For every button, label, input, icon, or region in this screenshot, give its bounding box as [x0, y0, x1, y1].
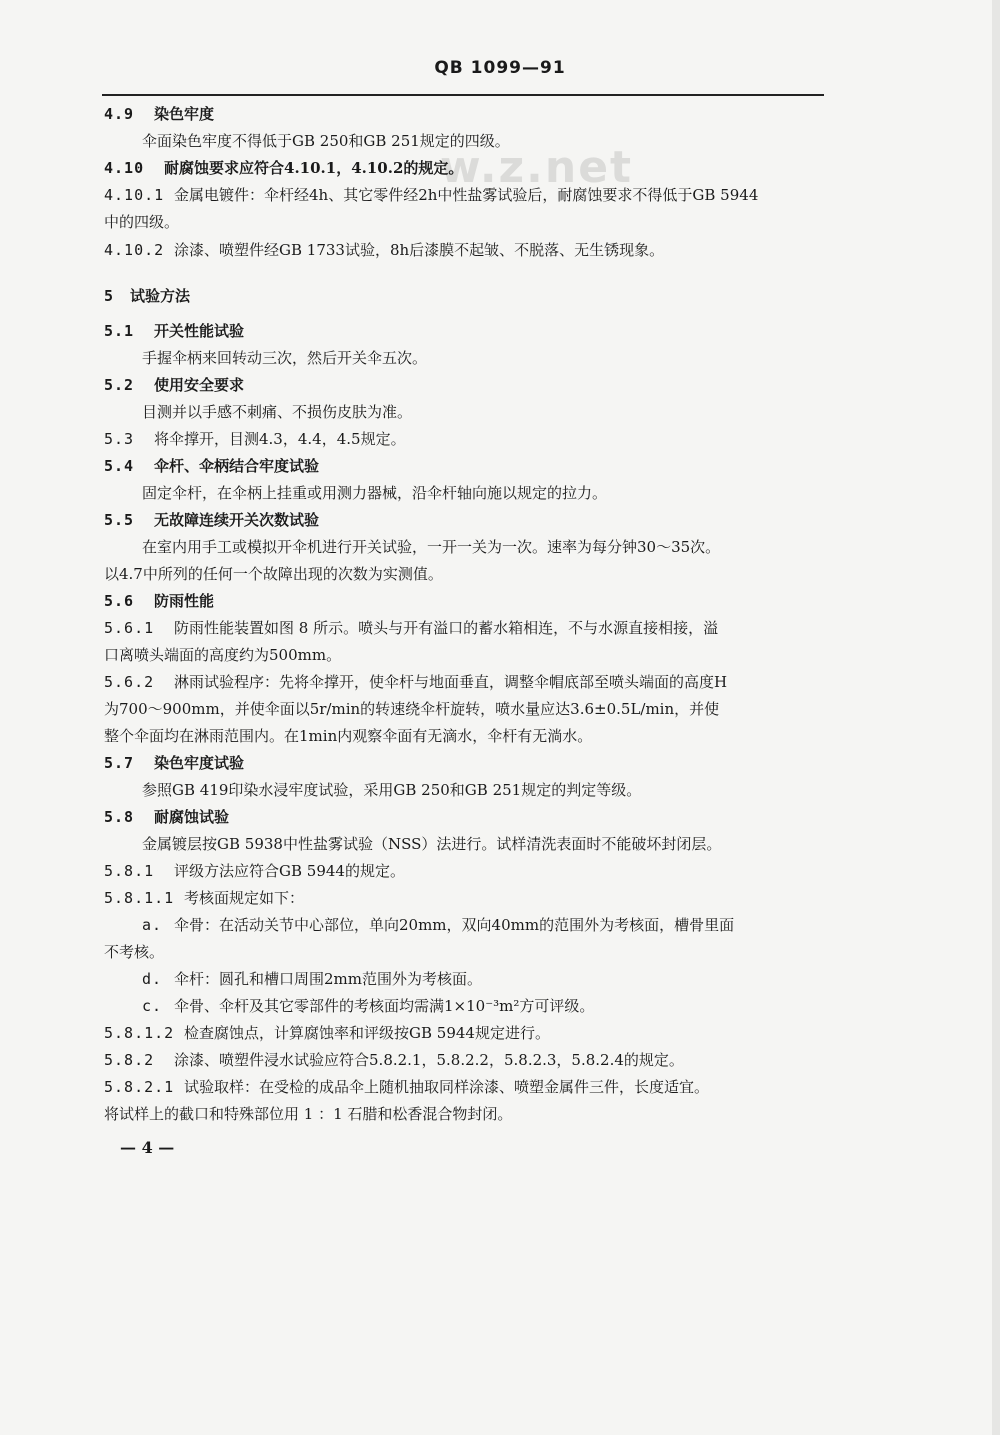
- clause-text: 耐腐蚀要求应符合4.10.1，4.10.2的规定。: [164, 159, 464, 177]
- clause-5-8: [104, 807, 824, 827]
- clause-number: 5.6.2: [104, 673, 155, 691]
- clause-number: 5.6.1: [104, 619, 155, 637]
- text-run: 为700～900mm，并使伞面以5r/min的转速绕伞杆旋转，喷水量应达3.6±0.5L/min，并使: [104, 700, 720, 718]
- clause-text-cont: [104, 699, 824, 719]
- clause-number: 5.3: [104, 430, 135, 448]
- clause-text: 将伞撑开，目测4.3，4.4，4.5规定。: [154, 430, 406, 448]
- text-run: 不考核。: [104, 943, 165, 961]
- list-item-c: [142, 996, 824, 1016]
- list-marker: c.: [142, 997, 163, 1015]
- text-run: 金属镀层按GB 5938中性盐雾试验（NSS）法进行。试样清洗表面时不能破坏封闭层。: [142, 835, 722, 853]
- clause-text: 金属电镀件：伞杆经4h、其它零件经2h中性盐雾试验后，耐腐蚀要求不得低于GB 5944: [174, 186, 759, 204]
- clause-text: [142, 348, 824, 368]
- clause-text: 防雨性能装置如图 8 所示。喷头与开有溢口的蓄水箱相连，不与水源直接相接，溢: [174, 619, 719, 637]
- clause-4-10-2: [104, 240, 824, 260]
- text-run: 中的四级。: [104, 213, 180, 231]
- clause-5-1: [104, 321, 824, 341]
- section-5-heading: [104, 286, 824, 306]
- text-run: 固定伞杆，在伞柄上挂重或用测力器械，沿伞杆轴向施以规定的拉力。: [142, 484, 608, 502]
- list-marker: a.: [142, 916, 163, 934]
- clause-text-cont: [104, 1104, 824, 1124]
- clause-5-8-1: [104, 861, 824, 881]
- clause-5-2: [104, 375, 824, 395]
- clause-text: 检查腐蚀点，计算腐蚀率和评级按GB 5944规定进行。: [184, 1024, 550, 1042]
- standard-code-header: QB 1099—91: [434, 58, 566, 78]
- clause-number: 4.9: [104, 105, 135, 123]
- list-marker: d.: [142, 970, 163, 988]
- clause-text: [142, 537, 824, 557]
- clause-text: 涂漆、喷塑件浸水试验应符合5.8.2.1，5.8.2.2，5.8.2.3，5.8.2.4的规定。: [174, 1051, 684, 1069]
- clause-number: 4.10: [104, 159, 145, 177]
- clause-number: 5.8.1.1: [104, 889, 175, 907]
- clause-5-6-1: [104, 618, 824, 638]
- clause-number: 5.8.2.1: [104, 1078, 175, 1096]
- text-run: 整个伞面均在淋雨范围内。在1min内观察伞面有无滴水，伞杆有无淌水。: [104, 727, 593, 745]
- clause-text-cont: [104, 212, 824, 232]
- clause-5-4: [104, 456, 824, 476]
- clause-5-8-2: [104, 1050, 824, 1070]
- clause-text-cont: [104, 645, 824, 665]
- clause-4-10: [104, 158, 824, 178]
- clause-number: 5.6: [104, 592, 135, 610]
- clause-title: 开关性能试验: [154, 322, 245, 340]
- clause-text: [142, 780, 824, 800]
- clause-4-10-1: [104, 185, 824, 205]
- section-number: 5: [104, 287, 115, 305]
- clause-text: [142, 131, 824, 151]
- clause-text: 涂漆、喷塑件经GB 1733试验，8h后漆膜不起皱、不脱落、无生锈现象。: [174, 241, 665, 259]
- clause-number: 5.8.2: [104, 1051, 155, 1069]
- clause-number: 5.8.1: [104, 862, 155, 880]
- clause-5-7: [104, 753, 824, 773]
- text-run: 以4.7中所列的任何一个故障出现的次数为实测值。: [104, 565, 443, 583]
- header-rule: [102, 94, 824, 96]
- clause-number: 4.10.2: [104, 241, 165, 259]
- clause-text: 评级方法应符合GB 5944的规定。: [174, 862, 405, 880]
- clause-number: 5.5: [104, 511, 135, 529]
- text-run: 口离喷头端面的高度约为500mm。: [104, 646, 342, 664]
- text-run: 将试样上的截口和特殊部位用 1 ：1 石腊和松香混合物封闭。: [104, 1105, 513, 1123]
- text-run: 在室内用手工或模拟开伞机进行开关试验，一开一关为一次。速率为每分钟30～35次。: [142, 538, 721, 556]
- clause-5-3: [104, 429, 824, 449]
- clause-5-8-2-1: [104, 1077, 824, 1097]
- clause-text: 考核面规定如下：: [184, 889, 305, 907]
- clause-text: [142, 402, 824, 422]
- watermark: w.z.net: [440, 142, 634, 193]
- list-item-a: [142, 915, 824, 935]
- clause-5-8-1-1: [104, 888, 824, 908]
- clause-text: [142, 483, 824, 503]
- list-text: 伞骨、伞杆及其它零部件的考核面均需满1×10⁻³m²方可评级。: [174, 997, 595, 1015]
- clause-text: 淋雨试验程序：先将伞撑开，使伞杆与地面垂直，调整伞帽底部至喷头端面的高度H: [174, 673, 728, 691]
- clause-title: 染色牢度: [154, 105, 215, 123]
- clause-text: 试验取样：在受检的成品伞上随机抽取同样涂漆、喷塑金属件三件，长度适宜。: [184, 1078, 710, 1096]
- list-text-cont: [104, 942, 824, 962]
- clause-text-cont: [104, 564, 824, 584]
- clause-text-cont: [104, 726, 824, 746]
- page-number: — 4 —: [120, 1138, 175, 1157]
- clause-5-6-2: [104, 672, 824, 692]
- clause-number: 5.8.1.2: [104, 1024, 175, 1042]
- text-run: 参照GB 419印染水浸牢度试验，采用GB 250和GB 251规定的判定等级。: [142, 781, 642, 799]
- clause-number: 5.2: [104, 376, 135, 394]
- clause-number: 5.7: [104, 754, 135, 772]
- list-text: 伞骨：在活动关节中心部位，单向20mm，双向40mm的范围外为考核面，槽骨里面: [174, 916, 735, 934]
- text-run: 伞面染色牢度不得低于GB 250和GB 251规定的四级。: [142, 132, 510, 150]
- clause-title: 使用安全要求: [154, 376, 245, 394]
- clause-5-5: [104, 510, 824, 530]
- section-title: 试验方法: [130, 287, 191, 305]
- clause-title: 耐腐蚀试验: [154, 808, 230, 826]
- clause-number: 4.10.1: [104, 186, 165, 204]
- clause-5-8-1-2: [104, 1023, 824, 1043]
- clause-number: 5.4: [104, 457, 135, 475]
- clause-title: 伞杆、伞柄结合牢度试验: [154, 457, 320, 475]
- clause-4-9: [104, 104, 824, 124]
- list-text: 伞杆：圆孔和槽口周围2mm范围外为考核面。: [174, 970, 482, 988]
- clause-number: 5.8: [104, 808, 135, 826]
- clause-number: 5.1: [104, 322, 135, 340]
- clause-title: 防雨性能: [154, 592, 215, 610]
- clause-text: [142, 834, 824, 854]
- clause-title: 无故障连续开关次数试验: [154, 511, 320, 529]
- list-item-d: [142, 969, 824, 989]
- page-edge: [992, 0, 1000, 1435]
- clause-title: 染色牢度试验: [154, 754, 245, 772]
- clause-5-6: [104, 591, 824, 611]
- text-run: 手握伞柄来回转动三次，然后开关伞五次。: [142, 349, 428, 367]
- text-run: 目测并以手感不刺痛、不损伤皮肤为准。: [142, 403, 413, 421]
